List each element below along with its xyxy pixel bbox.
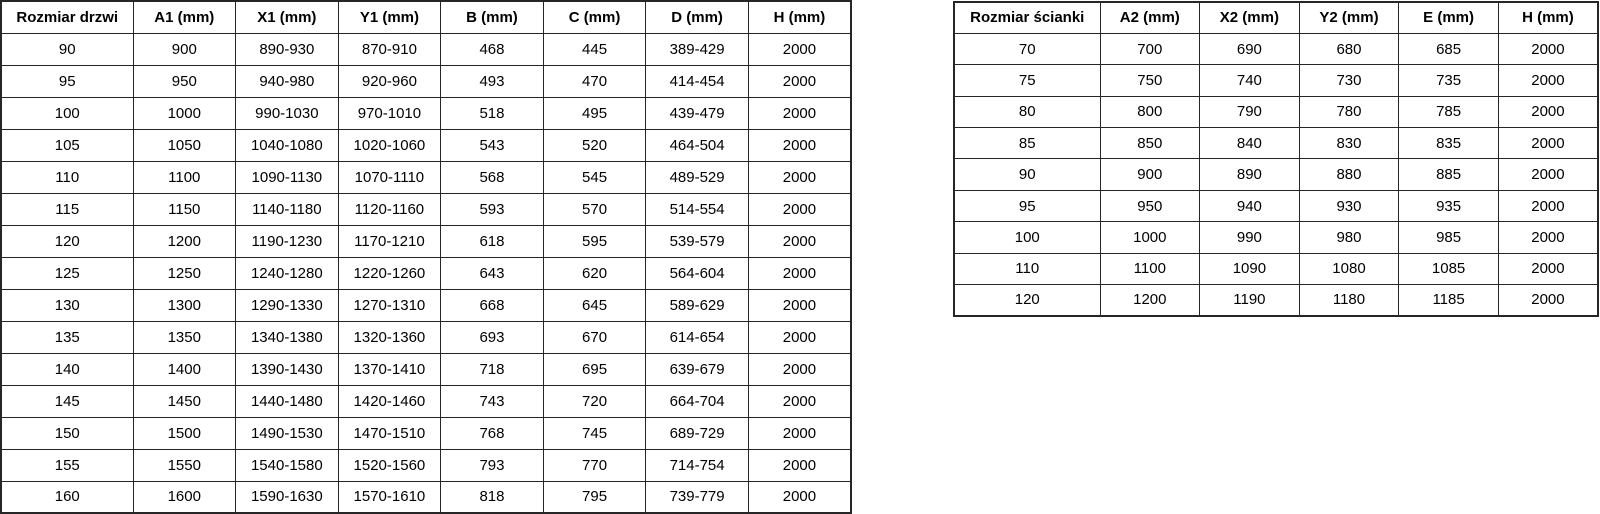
- table-cell: 100: [1, 97, 133, 129]
- table-cell: 105: [1, 129, 133, 161]
- wall-sizes-table: [953, 1, 1599, 317]
- table-cell: 75: [954, 65, 1100, 96]
- table-cell: 1590-1630: [236, 481, 339, 513]
- table-cell: 1190-1230: [236, 225, 339, 257]
- table-cell: 2000: [748, 97, 851, 129]
- table-cell: 1190: [1200, 285, 1300, 316]
- table-cell: 90: [954, 159, 1100, 190]
- table-cell: 880: [1299, 159, 1399, 190]
- table-cell: 750: [1100, 65, 1200, 96]
- table-cell: 645: [543, 289, 646, 321]
- table-cell: 670: [543, 321, 646, 353]
- table-cell: 718: [441, 353, 544, 385]
- table-cell: 1340-1380: [236, 321, 339, 353]
- table-cell: 950: [133, 65, 236, 97]
- header-row: [954, 2, 1598, 33]
- table-row: [1, 353, 851, 385]
- table-cell: 930: [1299, 190, 1399, 221]
- table-cell: 120: [1, 225, 133, 257]
- table-cell: 70: [954, 33, 1100, 64]
- table-cell: 2000: [1498, 190, 1598, 221]
- header-cell: A1 (mm): [133, 1, 236, 33]
- table-cell: 800: [1100, 96, 1200, 127]
- table-cell: 714-754: [646, 449, 749, 481]
- table-row: [1, 289, 851, 321]
- table-row: [1, 65, 851, 97]
- table-cell: 1080: [1299, 253, 1399, 284]
- table-cell: 464-504: [646, 129, 749, 161]
- table-cell: 1500: [133, 417, 236, 449]
- table-cell: 489-529: [646, 161, 749, 193]
- table-cell: 1040-1080: [236, 129, 339, 161]
- table-cell: 735: [1399, 65, 1499, 96]
- table-cell: 85: [954, 128, 1100, 159]
- table-cell: 130: [1, 289, 133, 321]
- table-cell: 439-479: [646, 97, 749, 129]
- table-row: [1, 385, 851, 417]
- table-cell: 770: [543, 449, 646, 481]
- table-cell: 100: [954, 222, 1100, 253]
- table-cell: 1185: [1399, 285, 1499, 316]
- table-cell: 980: [1299, 222, 1399, 253]
- table-cell: 115: [1, 193, 133, 225]
- table-cell: 1470-1510: [338, 417, 441, 449]
- table-cell: 2000: [1498, 128, 1598, 159]
- table-cell: 1400: [133, 353, 236, 385]
- table-cell: 2000: [1498, 285, 1598, 316]
- header-cell: E (mm): [1399, 2, 1499, 33]
- table-row: [954, 222, 1598, 253]
- table-cell: 2000: [748, 481, 851, 513]
- table-cell: 1000: [1100, 222, 1200, 253]
- table-cell: 520: [543, 129, 646, 161]
- table-row: [1, 225, 851, 257]
- table-cell: 1420-1460: [338, 385, 441, 417]
- table-cell: 780: [1299, 96, 1399, 127]
- header-cell: Rozmiar ścianki: [954, 2, 1100, 33]
- table-row: [954, 190, 1598, 221]
- table-cell: 743: [441, 385, 544, 417]
- table-cell: 614-654: [646, 321, 749, 353]
- table-cell: 593: [441, 193, 544, 225]
- table-cell: 618: [441, 225, 544, 257]
- table-cell: 1490-1530: [236, 417, 339, 449]
- table-cell: 693: [441, 321, 544, 353]
- table-cell: 900: [133, 33, 236, 65]
- table-cell: 90: [1, 33, 133, 65]
- table-cell: 389-429: [646, 33, 749, 65]
- table-cell: 885: [1399, 159, 1499, 190]
- table-cell: 950: [1100, 190, 1200, 221]
- table-cell: 1200: [1100, 285, 1200, 316]
- table-cell: 920-960: [338, 65, 441, 97]
- header-cell: Y1 (mm): [338, 1, 441, 33]
- table-cell: 668: [441, 289, 544, 321]
- table-cell: 2000: [748, 33, 851, 65]
- table-row: [1, 97, 851, 129]
- table-cell: 2000: [748, 417, 851, 449]
- table-cell: 695: [543, 353, 646, 385]
- table-cell: 545: [543, 161, 646, 193]
- table-cell: 2000: [1498, 96, 1598, 127]
- table-cell: 2000: [748, 193, 851, 225]
- table-cell: 140: [1, 353, 133, 385]
- table-cell: 680: [1299, 33, 1399, 64]
- table-cell: 1090-1130: [236, 161, 339, 193]
- table-cell: 110: [954, 253, 1100, 284]
- table-row: [1, 161, 851, 193]
- table-cell: 125: [1, 257, 133, 289]
- table-cell: 1520-1560: [338, 449, 441, 481]
- table-cell: 1440-1480: [236, 385, 339, 417]
- table-cell: 135: [1, 321, 133, 353]
- table-cell: 935: [1399, 190, 1499, 221]
- table-cell: 595: [543, 225, 646, 257]
- table-cell: 795: [543, 481, 646, 513]
- table-cell: 2000: [748, 385, 851, 417]
- table-cell: 568: [441, 161, 544, 193]
- table-cell: 2000: [1498, 222, 1598, 253]
- header-cell: Rozmiar drzwi: [1, 1, 133, 33]
- table-cell: 990-1030: [236, 97, 339, 129]
- table-cell: 1070-1110: [338, 161, 441, 193]
- header-row: [1, 1, 851, 33]
- table-cell: 818: [441, 481, 544, 513]
- table-cell: 720: [543, 385, 646, 417]
- table-cell: 1550: [133, 449, 236, 481]
- table-row: [1, 321, 851, 353]
- table-row: [1, 257, 851, 289]
- table-cell: 95: [954, 190, 1100, 221]
- table-cell: 1050: [133, 129, 236, 161]
- table-cell: 95: [1, 65, 133, 97]
- table-row: [954, 128, 1598, 159]
- header-cell: X2 (mm): [1200, 2, 1300, 33]
- table-cell: 1370-1410: [338, 353, 441, 385]
- table-cell: 1240-1280: [236, 257, 339, 289]
- table-row: [1, 417, 851, 449]
- table-cell: 1390-1430: [236, 353, 339, 385]
- table-cell: 1300: [133, 289, 236, 321]
- table-cell: 1320-1360: [338, 321, 441, 353]
- table-cell: 700: [1100, 33, 1200, 64]
- table-cell: 835: [1399, 128, 1499, 159]
- table-cell: 2000: [748, 353, 851, 385]
- table-cell: 1120-1160: [338, 193, 441, 225]
- table-cell: 940: [1200, 190, 1300, 221]
- table-cell: 150: [1, 417, 133, 449]
- table-cell: 155: [1, 449, 133, 481]
- table-cell: 740: [1200, 65, 1300, 96]
- table-cell: 2000: [1498, 159, 1598, 190]
- table-cell: 1200: [133, 225, 236, 257]
- header-cell: A2 (mm): [1100, 2, 1200, 33]
- header-cell: C (mm): [543, 1, 646, 33]
- table-cell: 970-1010: [338, 97, 441, 129]
- table-cell: 493: [441, 65, 544, 97]
- table-cell: 990: [1200, 222, 1300, 253]
- table-cell: 2000: [748, 449, 851, 481]
- table-cell: 664-704: [646, 385, 749, 417]
- table-cell: 414-454: [646, 65, 749, 97]
- header-cell: H (mm): [1498, 2, 1598, 33]
- table-cell: 940-980: [236, 65, 339, 97]
- table-row: [954, 65, 1598, 96]
- table-cell: 570: [543, 193, 646, 225]
- table-cell: 690: [1200, 33, 1300, 64]
- table-cell: 830: [1299, 128, 1399, 159]
- table-row: [1, 449, 851, 481]
- table-cell: 470: [543, 65, 646, 97]
- table-row: [954, 159, 1598, 190]
- table-cell: 2000: [748, 65, 851, 97]
- table-cell: 543: [441, 129, 544, 161]
- table-row: [1, 33, 851, 65]
- table-cell: 1085: [1399, 253, 1499, 284]
- table-cell: 1140-1180: [236, 193, 339, 225]
- table-cell: 620: [543, 257, 646, 289]
- table-cell: 1250: [133, 257, 236, 289]
- table-cell: 2000: [1498, 33, 1598, 64]
- table-cell: 890: [1200, 159, 1300, 190]
- table-cell: 850: [1100, 128, 1200, 159]
- table-cell: 689-729: [646, 417, 749, 449]
- table-cell: 985: [1399, 222, 1499, 253]
- table-cell: 2000: [1498, 253, 1598, 284]
- header-cell: D (mm): [646, 1, 749, 33]
- table-cell: 1290-1330: [236, 289, 339, 321]
- table-cell: 1350: [133, 321, 236, 353]
- table-row: [1, 129, 851, 161]
- table-cell: 120: [954, 285, 1100, 316]
- table-cell: 730: [1299, 65, 1399, 96]
- table-cell: 745: [543, 417, 646, 449]
- table-cell: 1540-1580: [236, 449, 339, 481]
- table-cell: 785: [1399, 96, 1499, 127]
- table-cell: 840: [1200, 128, 1300, 159]
- table-cell: 110: [1, 161, 133, 193]
- table-cell: 145: [1, 385, 133, 417]
- table-cell: 643: [441, 257, 544, 289]
- table-cell: 2000: [748, 129, 851, 161]
- table-row: [954, 96, 1598, 127]
- table-cell: 890-930: [236, 33, 339, 65]
- table-cell: 639-679: [646, 353, 749, 385]
- table-row: [954, 253, 1598, 284]
- table-cell: 739-779: [646, 481, 749, 513]
- table-cell: 768: [441, 417, 544, 449]
- table-cell: 2000: [748, 161, 851, 193]
- table-cell: 2000: [748, 225, 851, 257]
- table-cell: 1000: [133, 97, 236, 129]
- table-cell: 539-579: [646, 225, 749, 257]
- table-cell: 518: [441, 97, 544, 129]
- header-cell: X1 (mm): [236, 1, 339, 33]
- table-cell: 1450: [133, 385, 236, 417]
- table-cell: 445: [543, 33, 646, 65]
- table-cell: 685: [1399, 33, 1499, 64]
- table-cell: 900: [1100, 159, 1200, 190]
- table-cell: 2000: [748, 321, 851, 353]
- table-cell: 1180: [1299, 285, 1399, 316]
- table-cell: 1100: [133, 161, 236, 193]
- table-cell: 2000: [748, 289, 851, 321]
- table-cell: 1170-1210: [338, 225, 441, 257]
- table-cell: 2000: [1498, 65, 1598, 96]
- table-cell: 495: [543, 97, 646, 129]
- table-cell: 1090: [1200, 253, 1300, 284]
- header-cell: B (mm): [441, 1, 544, 33]
- table-cell: 1150: [133, 193, 236, 225]
- table-cell: 1600: [133, 481, 236, 513]
- table-row: [954, 285, 1598, 316]
- header-cell: Y2 (mm): [1299, 2, 1399, 33]
- table-cell: 1100: [1100, 253, 1200, 284]
- table-cell: 1570-1610: [338, 481, 441, 513]
- table-cell: 1220-1260: [338, 257, 441, 289]
- table-cell: 793: [441, 449, 544, 481]
- table-cell: 564-604: [646, 257, 749, 289]
- table-cell: 160: [1, 481, 133, 513]
- header-cell: H (mm): [748, 1, 851, 33]
- table-cell: 2000: [748, 257, 851, 289]
- table-row: [1, 193, 851, 225]
- table-row: [1, 481, 851, 513]
- table-row: [954, 33, 1598, 64]
- table-cell: 1270-1310: [338, 289, 441, 321]
- table-cell: 790: [1200, 96, 1300, 127]
- table-cell: 589-629: [646, 289, 749, 321]
- table-cell: 468: [441, 33, 544, 65]
- table-cell: 870-910: [338, 33, 441, 65]
- table-cell: 80: [954, 96, 1100, 127]
- table-cell: 514-554: [646, 193, 749, 225]
- table-cell: 1020-1060: [338, 129, 441, 161]
